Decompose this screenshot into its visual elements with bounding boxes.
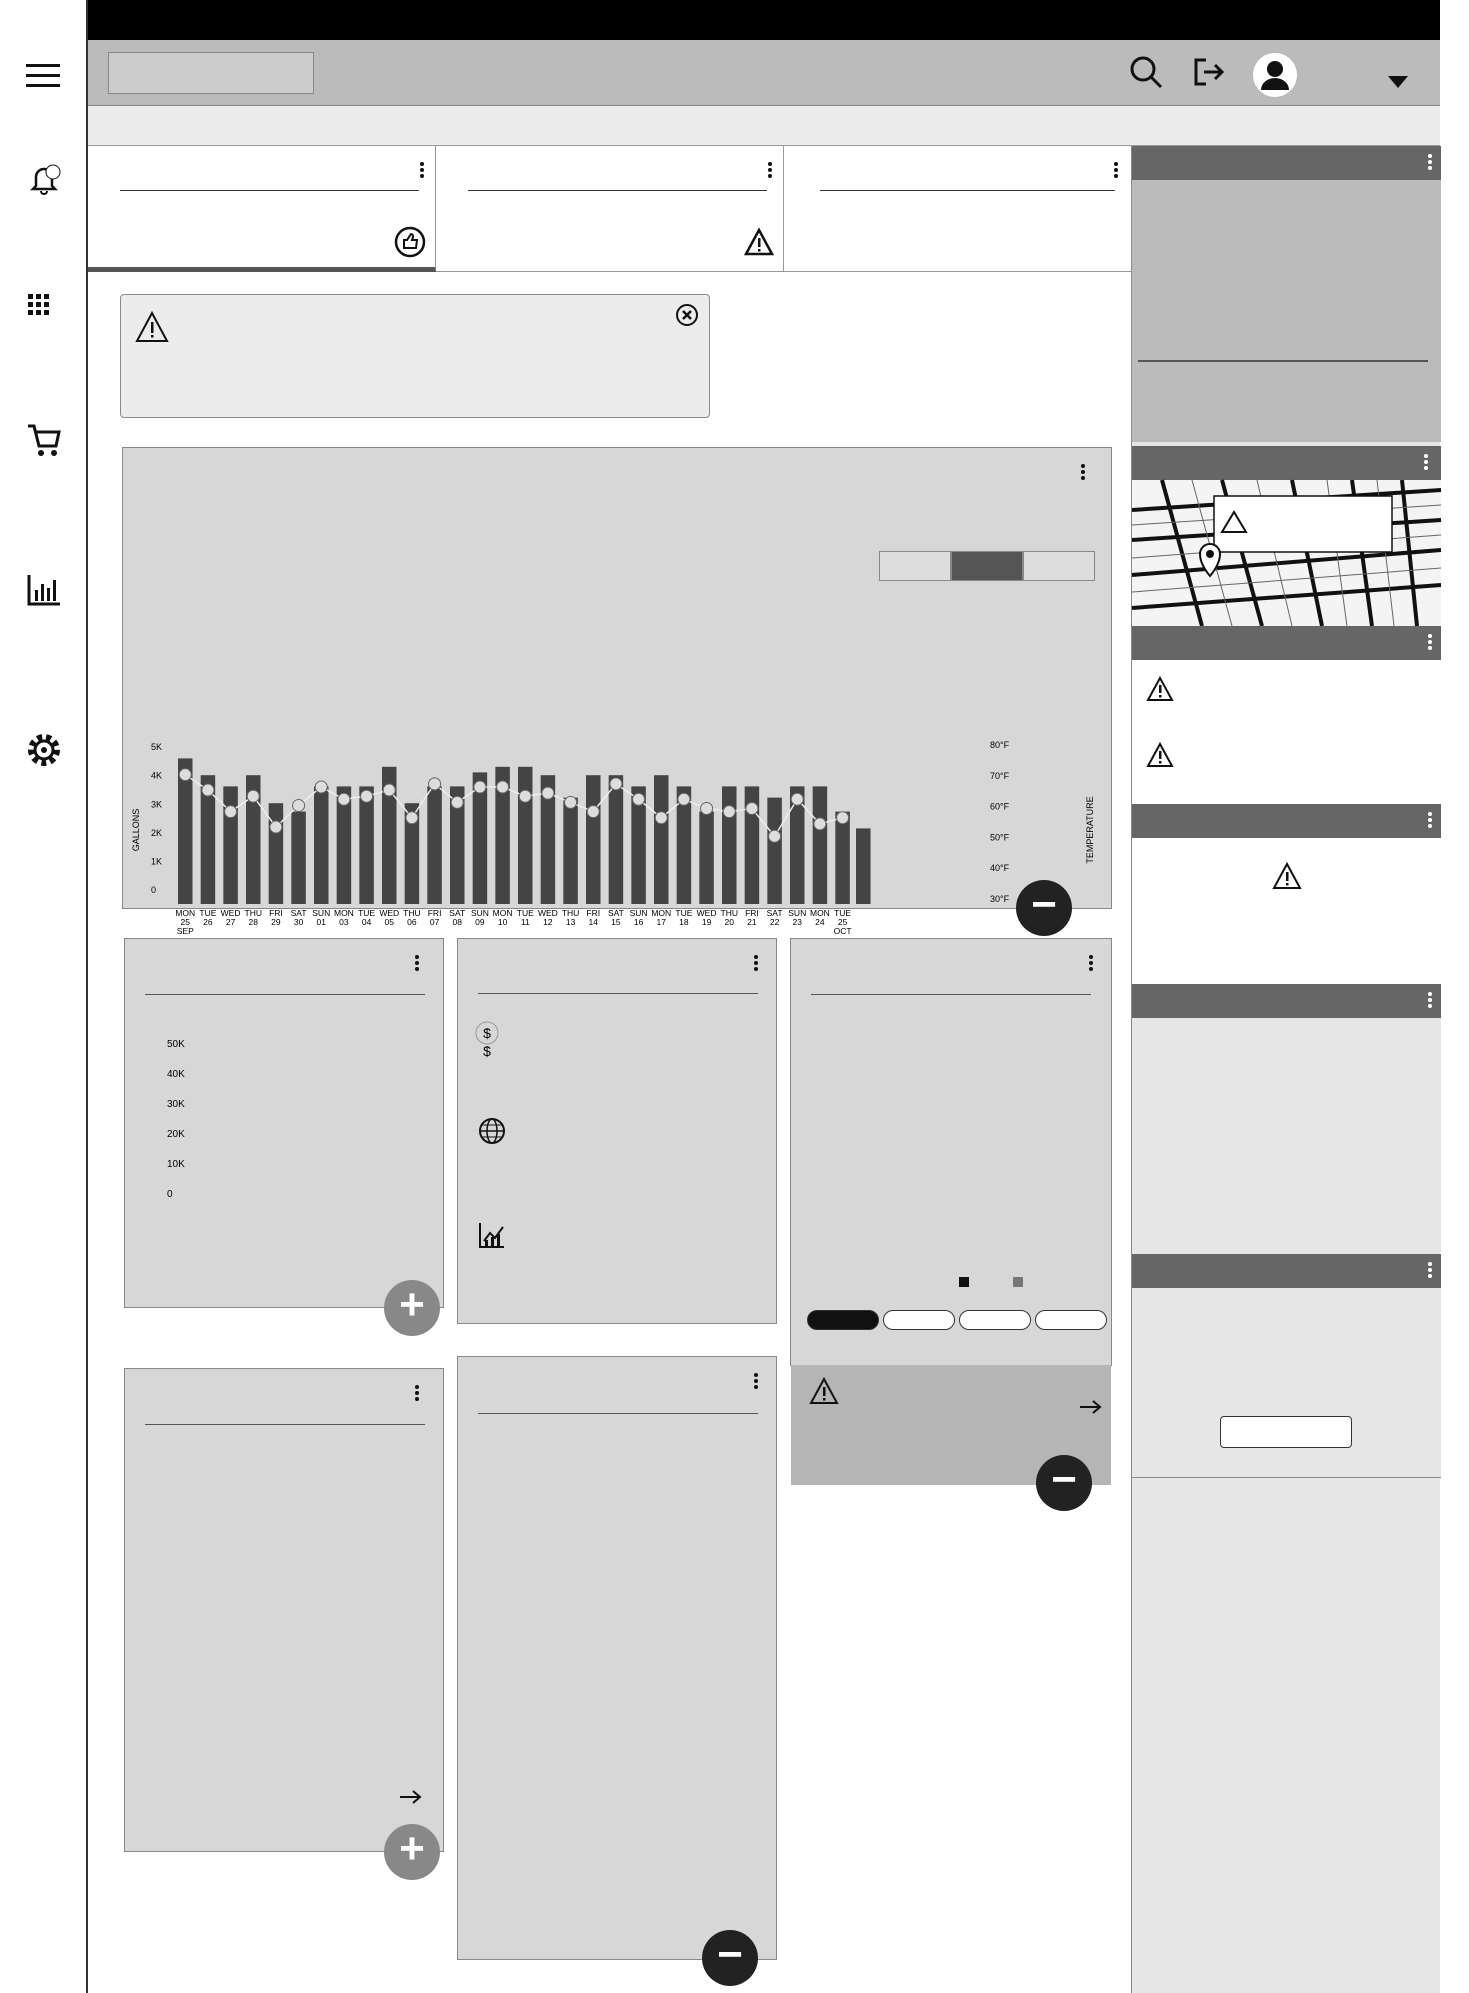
usage-bar: [427, 786, 442, 904]
usage-overview-panel: [122, 447, 1112, 936]
usage-bar: [722, 786, 737, 904]
x-month-label: OCT: [833, 926, 852, 936]
warning-icon: [809, 1377, 839, 1405]
forecast-chart: [125, 999, 445, 1299]
nav-ami[interactable]: [0, 570, 88, 614]
x-tick-label: THU: [403, 908, 421, 918]
property-card-3[interactable]: [784, 146, 1131, 272]
y2-tick-label: 30°F: [990, 894, 1010, 904]
appointment-center-header: [1132, 984, 1441, 1018]
kebab-menu-icon[interactable]: [754, 1371, 760, 1391]
arrow-right-icon[interactable]: [399, 1789, 423, 1805]
top-bar: [88, 0, 1440, 40]
y2-tick-label: 80°F: [990, 740, 1010, 750]
temperature-point: [361, 790, 373, 802]
x-tick-label: 09: [475, 917, 485, 927]
temperature-point: [315, 781, 327, 793]
y-tick-label: 0: [167, 1189, 173, 1200]
x-tick-label: SAT: [449, 908, 466, 918]
billing-summary-header: [1132, 146, 1441, 180]
temperature-point: [225, 806, 237, 818]
x-tick-label: TUE: [675, 908, 693, 918]
tab-hour[interactable]: [1023, 551, 1095, 581]
national-average-panel: [457, 1356, 777, 1960]
y-tick-label: 20K: [167, 1129, 185, 1140]
kebab-menu-icon[interactable]: [1428, 632, 1434, 652]
x-tick-label: 17: [656, 917, 666, 927]
temperature-point: [678, 793, 690, 805]
x-tick-label: 01: [316, 917, 326, 927]
y-tick-label: 30K: [167, 1099, 185, 1110]
x-tick-label: SAT: [607, 908, 624, 918]
usage-bar: [654, 775, 669, 904]
pill-day[interactable]: [807, 1310, 879, 1330]
temperature-point: [723, 806, 735, 818]
y2-tick-label: 50°F: [990, 832, 1010, 843]
emergency-alerts: [1132, 660, 1441, 804]
nav-card-dock[interactable]: [0, 288, 88, 326]
x-tick-label: 16: [633, 917, 644, 927]
x-tick-label: 10: [497, 917, 508, 927]
kebab-menu-icon[interactable]: [1428, 990, 1434, 1010]
temperature-point: [542, 787, 554, 799]
temperature-point: [746, 803, 758, 815]
pill-month[interactable]: [883, 1310, 955, 1330]
x-tick-label: 18: [679, 917, 689, 927]
warning-icon: [744, 228, 774, 256]
nav-notifications[interactable]: [0, 162, 88, 200]
legend-swatch-neighborhood: [1013, 1277, 1023, 1287]
x-tick-label: 11: [520, 917, 530, 927]
temperature-point: [179, 769, 191, 781]
x-tick-label: TUE: [358, 908, 376, 918]
x-tick-label: FRI: [269, 908, 283, 918]
usage-bar: [223, 786, 238, 904]
pay-my-bill: [1132, 1288, 1441, 1478]
usage-bar: [359, 786, 374, 904]
x-month-label: SEP: [176, 926, 194, 936]
appointment-center: [1132, 1018, 1441, 1252]
y-tick-label: 1K: [151, 856, 163, 867]
dollar-icon: [474, 1019, 504, 1059]
usage-bar: [856, 828, 871, 904]
y-tick-label: 0: [151, 885, 157, 896]
chevron-down-icon[interactable]: [1388, 76, 1408, 88]
pill-year[interactable]: [959, 1310, 1031, 1330]
y-tick-label: 5K: [151, 742, 163, 752]
x-tick-label: 12: [543, 917, 553, 927]
kebab-menu-icon[interactable]: [754, 953, 760, 973]
temperature-point: [633, 793, 645, 805]
x-tick-label: SUN: [788, 908, 807, 918]
temperature-point: [429, 778, 441, 790]
temperature-point: [837, 812, 849, 824]
usage-bar: [563, 798, 578, 904]
x-tick-label: 23: [792, 917, 802, 927]
x-tick-label: 26: [203, 917, 213, 927]
temperature-point: [701, 803, 713, 815]
x-tick-label: 21: [747, 917, 757, 927]
logo[interactable]: [108, 52, 314, 94]
x-tick-label: MON: [492, 908, 513, 918]
x-tick-label: FRI: [745, 908, 759, 918]
x-tick-label: FRI: [586, 908, 601, 918]
x-tick-label: 05: [384, 917, 394, 927]
grid-icon: [24, 288, 64, 322]
kebab-menu-icon[interactable]: [768, 160, 774, 180]
usage-bar: [518, 767, 533, 904]
warning-icon: [1146, 676, 1174, 702]
code-red-alerts[interactable]: [1132, 838, 1441, 984]
usage-bar: [609, 775, 624, 904]
usage-bar: [767, 798, 782, 904]
y-tick-label: 40K: [167, 1069, 185, 1080]
pay-now-button[interactable]: [1220, 1416, 1352, 1448]
pill-lifetime[interactable]: [1035, 1310, 1107, 1330]
collapse-button[interactable]: −: [1016, 880, 1072, 936]
x-tick-label: 28: [248, 917, 258, 927]
x-tick-label: SAT: [766, 908, 783, 918]
usage-bar: [269, 803, 284, 904]
urgent-alert: [120, 294, 710, 418]
property-card-1[interactable]: [88, 146, 436, 272]
x-tick-label: WED: [220, 908, 241, 918]
usage-bar: [586, 775, 601, 904]
expand-button[interactable]: +: [384, 1280, 440, 1336]
temperature-point: [565, 796, 577, 808]
kebab-menu-icon[interactable]: [415, 1383, 421, 1403]
x-tick-label: THU: [561, 908, 580, 918]
x-tick-label: SUN: [470, 908, 489, 918]
svg-text:$: $: [483, 1025, 491, 1041]
chart-icon: [478, 1221, 506, 1249]
x-tick-label: WED: [537, 908, 558, 918]
billing-summary: [1132, 180, 1441, 442]
usage-bar: [835, 812, 850, 904]
conservation-tips-panel: [457, 938, 777, 1324]
x-tick-label: 22: [769, 917, 780, 927]
kebab-menu-icon[interactable]: [1428, 1260, 1434, 1280]
kebab-menu-icon[interactable]: [415, 953, 421, 973]
left-nav: [0, 0, 88, 1993]
x-tick-label: 19: [701, 917, 712, 927]
bell-icon: [27, 162, 61, 196]
x-tick-label: WED: [696, 908, 717, 918]
x-tick-label: 14: [588, 917, 598, 927]
thumbs-up-icon: [394, 226, 426, 258]
neighborhood-comparison-panel: [790, 938, 1112, 1366]
svg-text:$: $: [483, 1043, 491, 1059]
legend-swatch-me: [959, 1277, 969, 1287]
nav-payment[interactable]: [0, 420, 88, 464]
x-tick-label: 30: [293, 917, 304, 927]
temperature-point: [270, 821, 282, 833]
y-axis-label: GALLONS: [131, 808, 141, 852]
temperature-point: [497, 781, 509, 793]
outage-map-header: [1132, 446, 1441, 480]
x-tick-label: TUE: [834, 908, 852, 918]
temperature-point: [474, 781, 486, 793]
x-tick-label: 13: [565, 917, 576, 927]
nav-settings[interactable]: [0, 728, 88, 776]
collapse-button[interactable]: −: [702, 1930, 758, 1986]
warning-icon: [1272, 862, 1302, 890]
emergency-alerts-header: [1132, 626, 1441, 660]
y2-tick-label: 40°F: [990, 863, 1010, 874]
usage-chart: [123, 648, 1113, 936]
usage-bar: [813, 786, 828, 904]
temperature-point: [451, 796, 463, 808]
x-tick-label: 29: [271, 917, 281, 927]
x-tick-label: TUE: [516, 908, 534, 918]
tab-day[interactable]: [951, 551, 1023, 581]
x-tick-label: THU: [244, 908, 262, 918]
temperature-point: [587, 806, 599, 818]
usage-bar: [314, 786, 329, 904]
kebab-menu-icon[interactable]: [1114, 160, 1120, 180]
gear-icon: [22, 728, 66, 772]
search-icon[interactable]: [1128, 54, 1164, 90]
bar-chart-icon: [24, 570, 64, 610]
usage-bar: [699, 812, 714, 904]
cart-icon: [24, 420, 64, 460]
temperature-point: [814, 818, 826, 830]
collapse-button[interactable]: −: [1036, 1455, 1092, 1511]
x-tick-label: MON: [809, 908, 830, 918]
info-bar: [88, 106, 1440, 146]
right-sidebar: [1131, 146, 1440, 1993]
y-tick-label: 3K: [151, 799, 163, 810]
kebab-menu-icon[interactable]: [1424, 452, 1430, 472]
temperature-point: [610, 778, 622, 790]
y-tick-label: 10K: [167, 1159, 185, 1170]
x-tick-label: 27: [225, 917, 236, 927]
x-tick-label: 25: [837, 917, 848, 927]
x-tick-label: 03: [339, 917, 349, 927]
tab-month[interactable]: [879, 551, 951, 581]
x-tick-label: 25: [180, 917, 190, 927]
temperature-line: [185, 775, 842, 837]
close-icon[interactable]: [675, 303, 699, 327]
account-activity-panel: [124, 1368, 444, 1852]
kebab-menu-icon[interactable]: [1428, 152, 1434, 172]
outage-map[interactable]: [1132, 480, 1441, 626]
x-tick-label: 20: [724, 917, 734, 927]
x-tick-label: 07: [429, 917, 440, 927]
globe-icon: [478, 1117, 506, 1145]
usage-bar: [291, 812, 306, 904]
menu-icon[interactable]: [26, 62, 60, 90]
temperature-point: [338, 793, 350, 805]
y2-tick-label: 60°F: [990, 801, 1010, 812]
x-tick-label: MON: [333, 908, 354, 918]
temperature-point: [769, 830, 781, 842]
x-tick-label: WED: [379, 908, 400, 918]
projected-forecast-panel: [124, 938, 444, 1308]
x-tick-label: 04: [361, 917, 372, 927]
x-tick-label: THU: [720, 908, 738, 918]
temperature-point: [406, 812, 418, 824]
temperature-point: [655, 812, 667, 824]
x-tick-label: MON: [651, 908, 672, 918]
x-tick-label: SUN: [312, 908, 331, 918]
kebab-menu-icon[interactable]: [1089, 953, 1095, 973]
x-tick-label: 06: [407, 917, 417, 927]
x-tick-label: 15: [611, 917, 621, 927]
y-tick-label: 2K: [151, 827, 163, 838]
temperature-point: [519, 790, 531, 802]
temperature-point: [202, 784, 214, 796]
temperature-point: [247, 790, 259, 802]
x-tick-label: 08: [452, 917, 462, 927]
temperature-point: [383, 784, 395, 796]
kebab-menu-icon[interactable]: [1081, 462, 1087, 482]
x-tick-label: FRI: [427, 908, 442, 918]
kebab-menu-icon[interactable]: [1428, 810, 1434, 830]
warning-icon: [1146, 742, 1174, 768]
avatar[interactable]: [1252, 52, 1298, 98]
x-tick-label: SUN: [629, 908, 648, 918]
temperature-point: [791, 793, 803, 805]
y2-axis-label: TEMPERATURE: [1085, 796, 1095, 864]
temperature-point: [293, 799, 305, 811]
y-tick-label: 4K: [151, 770, 163, 781]
code-red-alerts-header: [1132, 804, 1441, 838]
x-tick-label: SAT: [290, 908, 307, 918]
logout-icon[interactable]: [1192, 56, 1226, 88]
arrow-right-icon[interactable]: [1079, 1399, 1103, 1415]
y2-tick-label: 70°F: [990, 770, 1010, 781]
x-tick-label: 24: [815, 917, 825, 927]
y-tick-label: 50K: [167, 1039, 185, 1050]
warning-icon: [135, 311, 169, 343]
x-tick-label: TUE: [199, 908, 217, 918]
pay-my-bill-header: [1132, 1254, 1441, 1288]
expand-button[interactable]: +: [384, 1824, 440, 1880]
kebab-menu-icon[interactable]: [420, 160, 426, 180]
x-tick-label: MON: [175, 908, 196, 918]
neighborhood-chart: [791, 1009, 1113, 1235]
property-card-2[interactable]: [436, 146, 784, 272]
